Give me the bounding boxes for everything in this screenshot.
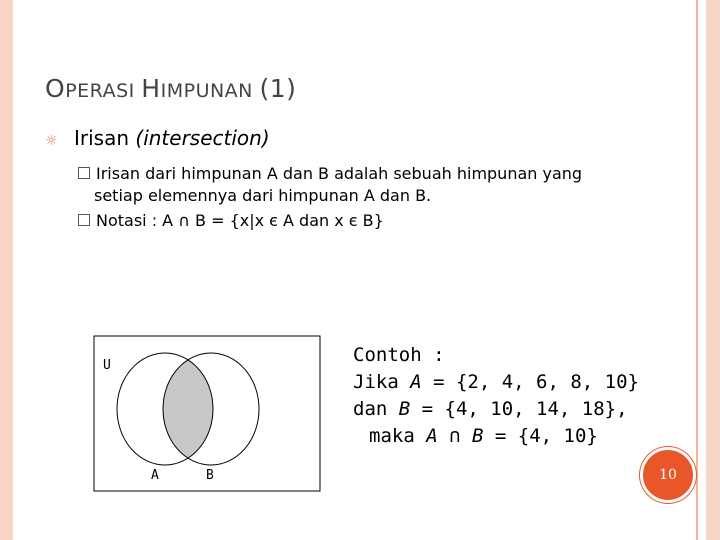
example-result: maka A ∩ B = {4, 10} (369, 425, 598, 447)
title-part: H (141, 74, 161, 103)
main-bullet-label: Irisan (74, 126, 130, 150)
sub-bullet-text: setiap elemennya dari himpunan A dan B. (94, 186, 432, 205)
checkbox-bullet-icon (78, 214, 90, 226)
sub-bullet-text: Notasi : A ∩ B = {x|x є A dan x є B} (96, 211, 384, 230)
sun-bullet-icon: ☼ (45, 133, 58, 149)
intersection-region (163, 353, 259, 465)
main-bullet (45, 126, 270, 150)
example-line-b: dan B = {4, 10, 14, 18}, (353, 398, 628, 420)
right-border-line (696, 0, 698, 540)
main-bullet-italic: (intersection) (135, 126, 270, 150)
title-part: IMPUNAN (160, 80, 260, 102)
sub-bullet-2 (78, 210, 384, 232)
venn-diagram (93, 335, 333, 495)
title-part: (1) (259, 74, 297, 103)
page-number: 10 (659, 467, 677, 483)
title-part: PERASI (65, 80, 142, 102)
universe-label: U (103, 358, 111, 373)
set-a-label: A (151, 468, 159, 483)
set-b-label: B (206, 468, 214, 483)
sub-bullet-text: Irisan dari himpunan A dan B adalah sebuah himpunan yang (96, 164, 583, 183)
page-number-badge (640, 447, 696, 503)
title-part: O (45, 74, 66, 103)
example-block (353, 342, 639, 450)
left-border-decoration (0, 0, 13, 540)
right-border-decoration (706, 0, 720, 540)
example-heading: Contoh : (353, 344, 445, 366)
checkbox-bullet-icon (78, 167, 90, 179)
slide-title (45, 74, 296, 103)
example-line-a: Jika A = {2, 4, 6, 8, 10} (353, 371, 639, 393)
sub-bullet-1 (78, 163, 582, 207)
